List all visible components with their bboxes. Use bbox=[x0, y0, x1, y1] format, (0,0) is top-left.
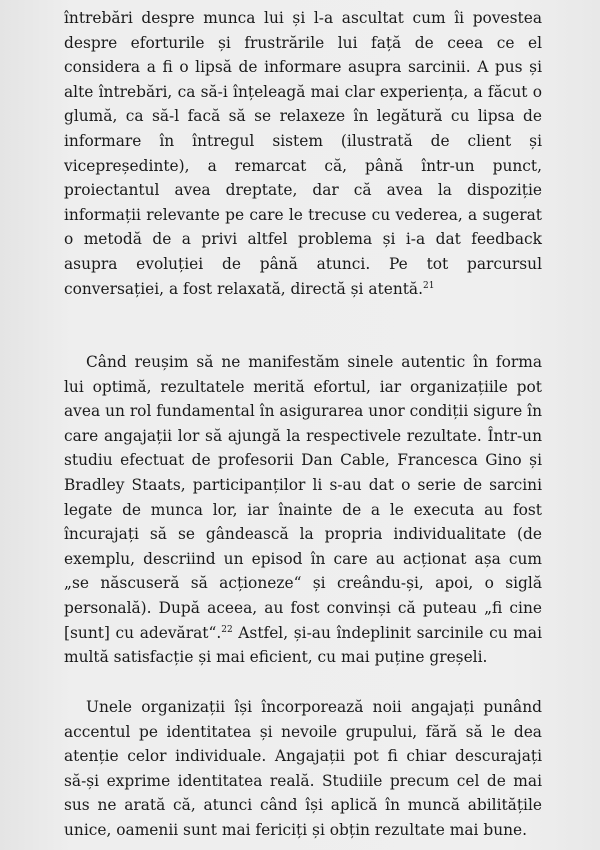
paragraph-2-text-before: Când reușim să ne manifestăm sinele autentic în forma lui optimă, rezultatele merită efortul, iar organizațiile pot avea un rol fundamental în asigurarea unor condiții sigure în care angajații lor să ajungă la respectivele rezultate. Într-un studiu efectuat de profesorii Dan Cable, Francesca Gino și Bradley Staats, participanților li s-au dat o serie de sarcini legate de munca lor, iar înainte de a le executa au fost încurajați să se gândească la propria individualitate (de exemplu, descriind un episod în care au acționat așa cum „se născuseră să acționeze“ și creându-și, apoi, o siglă personală). După aceea, au fost convinși că puteau „fi cine [sunt] cu adevărat“. bbox=[64, 353, 542, 642]
footnote-ref-22: 22 bbox=[221, 624, 233, 635]
footnote-ref-21: 21 bbox=[422, 280, 435, 291]
paragraph-1-text: întrebări despre munca lui și l-a ascultat cum îi povestea despre eforturile și frustrările lui față de ceea ce el considera a fi o lipsă de informare asupra sarcinii. A pus și alte întrebări, ca să-i înțeleagă mai clar experiența, a făcut o glumă, ca să-l facă să se relaxeze în legătură cu lipsa de informare în întregul sistem (ilustrată de client și vicepreședinte), a remarcat că, până într-un punct, proiectantul avea dreptate, dar că avea la dispoziție informații relevante pe care le trecuse cu vederea, a sugerat o metodă de a privi altfel problema și i-a dat feedback asupra evoluției de până atunci. Pe tot parcursul conversației, a fost relaxată, directă și atentă. bbox=[64, 9, 542, 298]
paragraph-2-text-after: Astfel, și-au îndeplinit sarcinile cu mai multă satisfacție și mai eficient, cu mai puține greșeli. bbox=[64, 623, 543, 667]
paragraph-2 bbox=[64, 350, 542, 670]
paragraph-3 bbox=[64, 695, 542, 843]
paragraph-3-text: Unele organizații își încorporează noii angajați punând accentul pe identitatea și nevoile grupului, fără să le dea atenție celor individuale. Angajații pot fi chiar descurajați să-și exprime identitatea reală. Studiile precum cel de mai sus ne arată că, atunci când își aplică în muncă abilitățile unice, oamenii sunt mai fericiți și obțin rezultate mai bune. bbox=[64, 698, 542, 839]
paragraph-1 bbox=[64, 6, 542, 301]
